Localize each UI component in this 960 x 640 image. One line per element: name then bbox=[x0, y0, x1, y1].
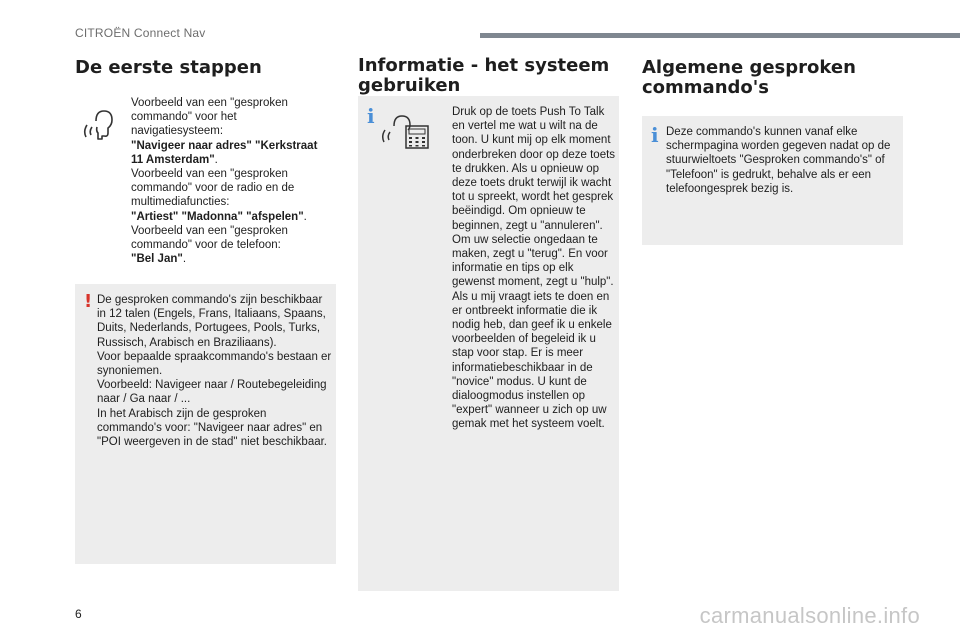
info-box-system bbox=[358, 96, 619, 591]
punct: . bbox=[182, 253, 187, 266]
header-title: CITROËN Connect Nav bbox=[75, 26, 206, 40]
page-number: 6 bbox=[75, 607, 82, 621]
heading-information-using-system: Informatie - het systeem gebruiken bbox=[358, 55, 610, 96]
info-text-general-commands: Deze commando's kunnen vanaf elke schermpagina worden gegeven nadat op de stuurwieltoets "Gesproken commando's" of "Telefoon" is gedrukt, behalve als er een telefoongesprek bezig is. bbox=[666, 126, 891, 195]
voice-command-icon bbox=[80, 103, 116, 143]
punct: . bbox=[214, 153, 218, 166]
warning-text: De gesproken commando's zijn beschikbaar in 12 talen (Engels, Frans, Italiaans, Spaans, Duits, Nederlands, Portugees, Pools, Turks, Russisch, Arabisch en Braziliaans). Voor bepaalde spraakcommando's bestaan er synoniemen. Voorbeeld: Navigeer naar / Routebegeleiding naar / Ga naar / ... In het Arabisch zijn de gesproken commando's voor: "Navigeer naar adres" en "POI weergeven in de stad" niet beschikbaar. bbox=[97, 294, 332, 449]
voice-command-examples bbox=[131, 96, 331, 266]
header-divider bbox=[480, 33, 960, 38]
info-icon: i bbox=[367, 104, 375, 128]
voice-keypad-icon bbox=[380, 110, 436, 152]
warning-icon: ! bbox=[84, 291, 93, 312]
info-text-system: Druk op de toets Push To Talk en vertel me wat u wilt na de toon. U kunt mij op elk moment onderbreken door op deze toets te drukken. Als u opnieuw op deze toets drukt terwijl ik wacht tot u spreekt, wordt het gesprek beëindigd. Om opnieuw te beginnen, zegt u "annuleren". Om uw selectie ongedaan te maken, zegt u "terug". En voor informatie en tips op elk gewenst moment, zegt u "hulp". Als u mij vraagt iets te doen en er ontbreekt informatie die ik nodig heb, dan geef ik u enkele voorbeelden of begeleid ik u stap voor stap. Er is meer informatiebeschikbaar in de "novice" modus. U kunt de dialoogmodus instellen op "expert" wanneer u zich op uw gemak met het systeem voelt. bbox=[452, 106, 616, 431]
example-phone-command: "Bel Jan" bbox=[131, 253, 183, 266]
warning-box bbox=[75, 284, 336, 564]
info-icon: i bbox=[651, 123, 659, 147]
example-navigation-command: "Navigeer naar adres" "Kerkstraat 11 Amsterdam" bbox=[131, 139, 318, 166]
info-box-general-commands bbox=[642, 116, 903, 245]
example-navigation-text: Voorbeeld van een "gesproken commando" voor het navigatiesysteem: bbox=[131, 97, 288, 138]
watermark: carmanualsonline.info bbox=[699, 603, 920, 628]
heading-first-steps: De eerste stappen bbox=[75, 57, 262, 78]
example-radio-text: Voorbeeld van een "gesproken commando" voor de radio en de multimediafuncties: bbox=[131, 168, 295, 209]
punct: . bbox=[303, 210, 307, 223]
example-radio-command: "Artiest" "Madonna" "afspelen" bbox=[131, 210, 304, 223]
heading-general-voice-commands: Algemene gesproken commando's bbox=[642, 57, 856, 98]
example-phone-text: Voorbeeld van een "gesproken commando" voor de telefoon: bbox=[131, 224, 288, 252]
